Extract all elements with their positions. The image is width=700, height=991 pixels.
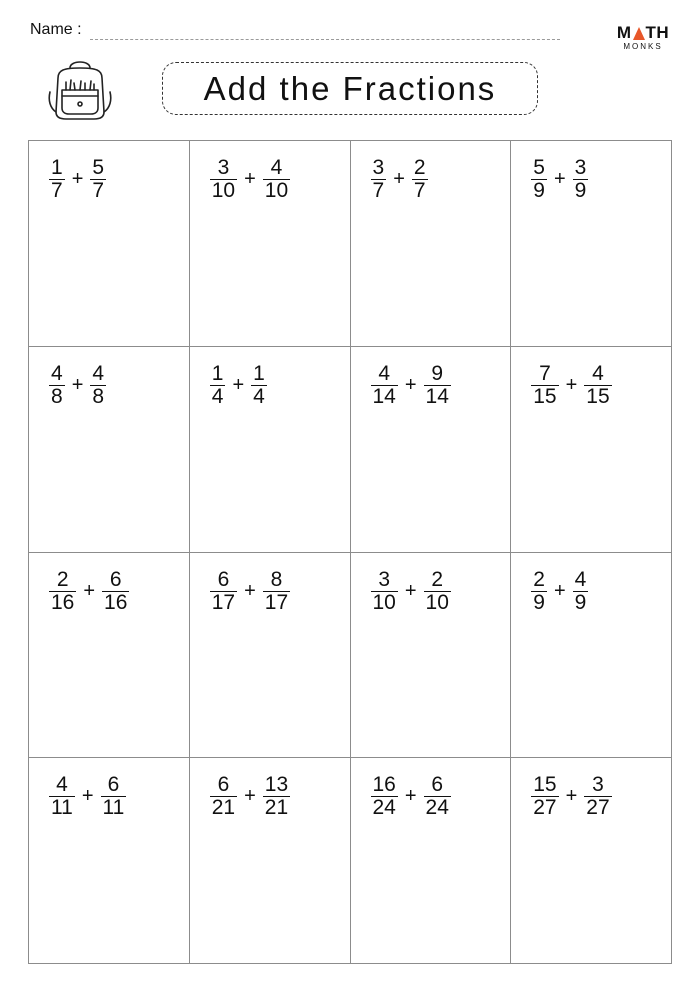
numerator: 4 — [270, 156, 283, 179]
problem-cell[interactable] — [351, 141, 512, 347]
fraction-expression — [208, 569, 292, 614]
fraction-b — [261, 774, 292, 819]
problem-cell[interactable] — [29, 141, 190, 347]
numerator: 6 — [217, 773, 230, 797]
plus-sign: + — [565, 785, 578, 808]
denominator: 27 — [586, 796, 610, 820]
plus-sign: + — [404, 785, 417, 808]
logo-text-left: M — [616, 23, 632, 42]
denominator: 16 — [51, 590, 75, 614]
fraction-expression — [208, 157, 292, 202]
math-monks-logo — [614, 24, 672, 51]
plus-sign: + — [404, 373, 417, 396]
problem-grid — [28, 140, 672, 964]
problem-cell[interactable] — [190, 553, 351, 759]
denominator: 15 — [586, 384, 610, 408]
numerator: 2 — [431, 567, 444, 591]
denominator: 24 — [372, 796, 396, 820]
denominator: 11 — [102, 796, 125, 820]
numerator: 4 — [51, 361, 63, 385]
fraction-a — [369, 157, 389, 202]
denominator: 7 — [51, 179, 63, 202]
denominator: 9 — [574, 179, 587, 202]
fraction-b — [249, 363, 269, 408]
fraction-b — [88, 363, 108, 408]
fraction-b — [582, 774, 613, 819]
numerator: 5 — [92, 156, 105, 179]
numerator: 3 — [217, 156, 230, 179]
numerator: 6 — [431, 773, 444, 797]
problem-cell[interactable] — [190, 347, 351, 553]
numerator: 9 — [431, 361, 444, 385]
numerator: 2 — [413, 156, 426, 179]
fraction-a — [208, 569, 239, 614]
denominator: 9 — [533, 590, 545, 614]
denominator: 7 — [413, 179, 426, 202]
plus-sign: + — [83, 579, 96, 602]
plus-sign: + — [404, 579, 417, 602]
fraction-a — [529, 363, 560, 408]
fraction-b — [422, 363, 453, 408]
denominator: 14 — [425, 384, 449, 408]
fraction-a — [208, 774, 239, 819]
problem-cell[interactable] — [511, 347, 672, 553]
denominator: 16 — [104, 590, 128, 614]
denominator: 4 — [253, 384, 265, 408]
denominator: 10 — [372, 590, 396, 614]
numerator: 2 — [56, 567, 69, 591]
denominator: 10 — [264, 179, 289, 202]
fraction-expression — [529, 569, 590, 614]
fraction-a — [369, 363, 400, 408]
numerator: 16 — [372, 773, 396, 797]
problem-cell[interactable] — [190, 758, 351, 964]
numerator: 7 — [539, 361, 551, 385]
fraction-a — [529, 157, 549, 202]
problem-cell[interactable] — [29, 347, 190, 553]
numerator: 6 — [109, 567, 122, 591]
plus-sign: + — [71, 168, 84, 190]
fraction-a — [369, 774, 400, 819]
fraction-expression — [529, 157, 590, 202]
fraction-b — [422, 774, 453, 819]
fraction-expression — [369, 363, 453, 408]
fraction-a — [47, 569, 78, 614]
numerator: 13 — [264, 773, 289, 797]
problem-cell[interactable] — [511, 553, 672, 759]
denominator: 10 — [425, 590, 449, 614]
denominator: 17 — [211, 590, 236, 614]
problem-cell[interactable] — [351, 553, 512, 759]
problem-cell[interactable] — [351, 758, 512, 964]
denominator: 14 — [372, 384, 396, 408]
fraction-a — [529, 774, 560, 819]
numerator: 4 — [574, 567, 587, 591]
logo-subtext: MONKS — [623, 42, 663, 51]
fraction-expression — [529, 363, 613, 408]
fraction-expression — [47, 363, 108, 408]
denominator: 17 — [264, 590, 289, 614]
problem-cell[interactable] — [190, 141, 351, 347]
fraction-b — [261, 569, 292, 614]
numerator: 3 — [574, 156, 587, 179]
numerator: 8 — [270, 567, 283, 591]
denominator: 21 — [211, 796, 236, 820]
numerator: 2 — [533, 567, 545, 591]
denominator: 10 — [211, 179, 236, 202]
denominator: 24 — [425, 796, 449, 820]
numerator: 6 — [107, 773, 120, 797]
plus-sign: + — [393, 168, 405, 190]
fraction-expression — [47, 774, 128, 819]
denominator: 8 — [51, 384, 63, 408]
name-row — [30, 20, 560, 40]
fraction-b — [261, 157, 292, 202]
problem-cell[interactable] — [29, 553, 190, 759]
fraction-expression — [208, 363, 269, 408]
problem-cell[interactable] — [511, 758, 672, 964]
numerator: 4 — [56, 773, 68, 797]
numerator: 3 — [372, 156, 385, 179]
fraction-expression — [47, 157, 108, 202]
worksheet-title-box — [162, 62, 538, 115]
fraction-b — [99, 774, 129, 819]
worksheet-title: Add the Fractions — [203, 69, 497, 107]
denominator: 27 — [533, 796, 557, 820]
fraction-b — [100, 569, 131, 614]
plus-sign: + — [244, 168, 256, 190]
plus-sign: + — [81, 785, 94, 808]
numerator: 6 — [217, 567, 230, 591]
fraction-a — [208, 363, 228, 408]
numerator: 1 — [51, 156, 63, 179]
fraction-expression — [208, 774, 292, 819]
logo-triangle-icon — [633, 27, 645, 40]
denominator: 7 — [92, 179, 105, 202]
fraction-a — [47, 157, 67, 202]
fraction-a — [369, 569, 400, 614]
plus-sign: + — [71, 373, 84, 396]
denominator: 9 — [574, 590, 587, 614]
problem-cell[interactable] — [351, 347, 512, 553]
fraction-a — [47, 363, 67, 408]
fraction-expression — [369, 774, 453, 819]
numerator: 4 — [92, 361, 105, 385]
fraction-expression — [369, 157, 430, 202]
denominator: 7 — [372, 179, 385, 202]
numerator: 1 — [253, 361, 265, 385]
backpack-icon — [44, 56, 116, 122]
numerator: 3 — [378, 567, 391, 591]
fraction-a — [47, 774, 77, 819]
numerator: 4 — [378, 361, 391, 385]
fraction-b — [571, 569, 591, 614]
denominator: 4 — [211, 384, 224, 408]
numerator: 4 — [592, 361, 604, 385]
numerator: 5 — [533, 156, 545, 179]
fraction-b — [422, 569, 453, 614]
numerator: 1 — [211, 361, 224, 385]
fraction-expression — [47, 569, 131, 614]
denominator: 11 — [51, 796, 73, 820]
denominator: 9 — [533, 179, 545, 202]
plus-sign: + — [244, 785, 256, 808]
fraction-a — [208, 157, 239, 202]
fraction-b — [582, 363, 613, 408]
problem-cell[interactable] — [29, 758, 190, 964]
name-field[interactable] — [90, 23, 560, 40]
problem-cell[interactable] — [511, 141, 672, 347]
numerator: 15 — [533, 773, 557, 797]
fraction-b — [410, 157, 430, 202]
fraction-expression — [529, 774, 613, 819]
plus-sign: + — [553, 579, 566, 602]
fraction-b — [571, 157, 591, 202]
numerator: 3 — [592, 773, 604, 797]
logo-text-right: TH — [645, 23, 670, 42]
fraction-expression — [369, 569, 453, 614]
plus-sign: + — [244, 579, 256, 602]
plus-sign: + — [565, 373, 578, 396]
plus-sign: + — [232, 373, 245, 396]
fraction-a — [529, 569, 549, 614]
plus-sign: + — [553, 168, 566, 190]
fraction-b — [88, 157, 108, 202]
denominator: 8 — [92, 384, 105, 408]
name-label: Name : — [30, 21, 82, 38]
denominator: 15 — [533, 384, 557, 408]
denominator: 21 — [264, 796, 289, 820]
